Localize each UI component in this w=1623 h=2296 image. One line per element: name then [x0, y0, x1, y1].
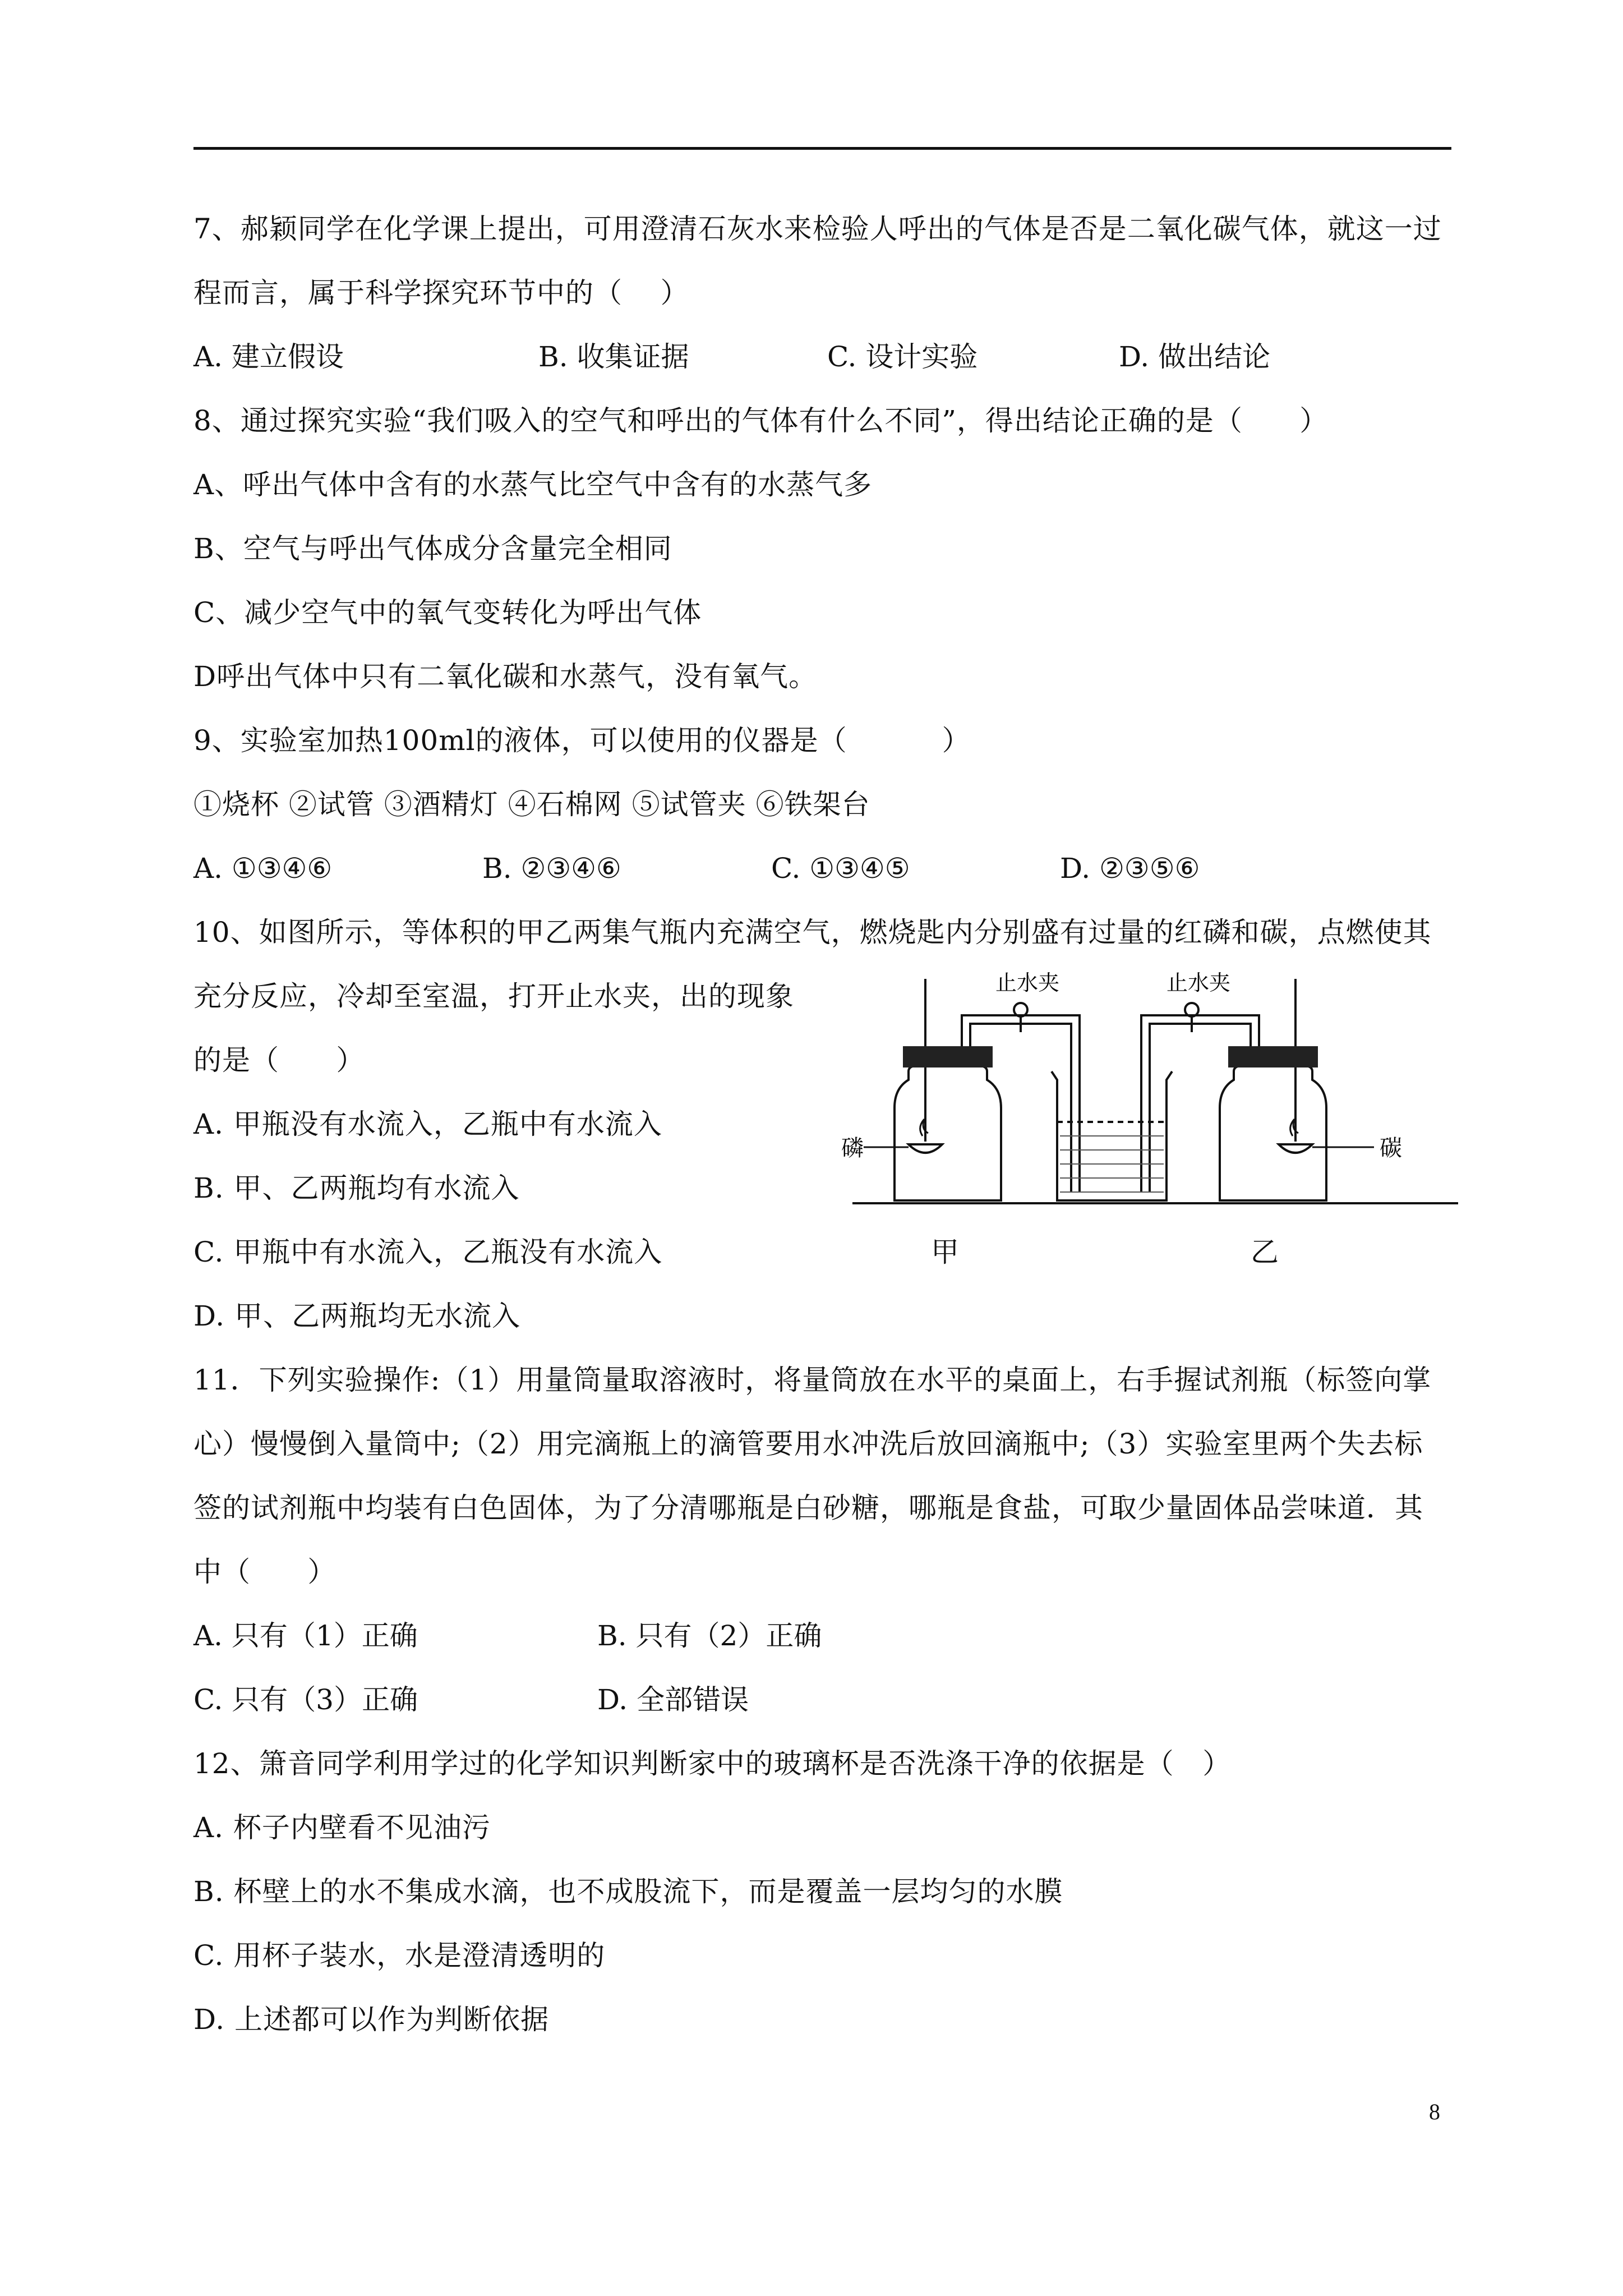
- q7-option-d: D. 做出结论: [1119, 341, 1271, 373]
- right-spoon-bowl: [1279, 1144, 1312, 1153]
- q12-stem: 12、箫音同学利用学过的化学知识判断家中的玻璃杯是否洗涤干净的依据是（ ）: [193, 1747, 1232, 1780]
- left-spoon-bowl: [909, 1144, 942, 1153]
- clamp-right-label: 止水夹: [1166, 970, 1231, 995]
- q12-option-d: D. 上述都可以作为判断依据: [193, 2003, 550, 2036]
- page-number: 8: [1429, 2099, 1440, 2124]
- q11-stem-line1: 11．下列实验操作:（1）用量筒量取溶液时，将量筒放在水平的桌面上，右手握试剂瓶（标签向掌: [193, 1364, 1432, 1396]
- q8-option-d: D呼出气体中只有二氧化碳和水蒸气，没有氧气。: [193, 660, 818, 693]
- q10-stem-line3: 的是（ ）: [193, 1044, 365, 1076]
- q7-stem-line1: 7、郝颖同学在化学课上提出，可用澄清石灰水来检验人呼出的气体是否是二氧化碳气体，就这一过: [193, 213, 1442, 245]
- q7-stem-line2: 程而言，属于科学探究环节中的（ ）: [193, 277, 689, 309]
- phosphorus-label: 磷: [841, 1135, 864, 1161]
- q11-option-d: D. 全部错误: [597, 1683, 749, 1716]
- apparatus-diagram: [841, 962, 1475, 1276]
- q9-option-a: A. ①③④⑥: [193, 852, 333, 885]
- q12-option-b: B. 杯壁上的水不集成水滴，也不成股流下，而是覆盖一层均匀的水膜: [193, 1875, 1063, 1908]
- q12-option-a: A. 杯子内壁看不见油污: [193, 1811, 491, 1844]
- q9-option-c: C. ①③④⑤: [771, 852, 910, 885]
- q10-stem-line1: 10、如图所示，等体积的甲乙两集气瓶内充满空气，燃烧匙内分别盛有过量的红磷和碳，点燃使其: [193, 916, 1432, 949]
- q7-option-b: B. 收集证据: [538, 341, 689, 373]
- q8-option-b: B、空气与呼出气体成分含量完全相同: [193, 532, 672, 565]
- q9-option-b: B. ②③④⑥: [482, 852, 621, 885]
- q9-items: ①烧杯 ②试管 ③酒精灯 ④石棉网 ⑤试管夹 ⑥铁架台: [193, 788, 870, 821]
- q8-option-a: A、呼出气体中含有的水蒸气比空气中含有的水蒸气多: [193, 468, 873, 501]
- q11-option-a: A. 只有（1）正确: [193, 1619, 418, 1652]
- q11-option-c: C. 只有（3）正确: [193, 1683, 418, 1716]
- q9-option-d: D. ②③⑤⑥: [1060, 852, 1200, 885]
- caption-jia: 甲: [931, 1236, 959, 1268]
- q10-option-d: D. 甲、乙两瓶均无水流入: [193, 1300, 521, 1332]
- caption-yi: 乙: [1251, 1236, 1279, 1268]
- q9-stem: 9、实验室加热100ml的液体，可以使用的仪器是（ ）: [193, 724, 971, 757]
- q10-option-c: C. 甲瓶中有水流入，乙瓶没有水流入: [193, 1236, 663, 1268]
- left-bottle: [895, 1066, 1001, 1200]
- q10-option-b: B. 甲、乙两瓶均有水流入: [193, 1172, 520, 1204]
- q12-option-c: C. 用杯子装水，水是澄清透明的: [193, 1939, 606, 1972]
- q11-stem-line4: 中（ ）: [193, 1556, 336, 1588]
- q8-option-c: C、减少空气中的氧气变转化为呼出气体: [193, 596, 702, 629]
- right-stopper: [1228, 1046, 1318, 1068]
- right-bottle: [1220, 1066, 1326, 1200]
- left-stopper: [903, 1046, 993, 1068]
- q11-option-b: B. 只有（2）正确: [597, 1619, 822, 1652]
- q11-stem-line3: 签的试剂瓶中均装有白色固体，为了分清哪瓶是白砂糖，哪瓶是食盐，可取少量固体品尝味道．其: [193, 1492, 1423, 1524]
- q7-option-c: C. 设计实验: [827, 341, 978, 373]
- q10-stem-line2: 充分反应，冷却至室温，打开止水夹，出的现象: [193, 980, 794, 1013]
- header-rule: [193, 147, 1451, 150]
- carbon-label: 碳: [1380, 1135, 1402, 1161]
- q8-stem: 8、通过探究实验“我们吸入的空气和呼出的气体有什么不同”，得出结论正确的是（ ）: [193, 404, 1329, 437]
- clamp-left-label: 止水夹: [995, 970, 1060, 995]
- q10-option-a: A. 甲瓶没有水流入，乙瓶中有水流入: [193, 1108, 662, 1140]
- q7-option-a: A. 建立假设: [193, 341, 344, 373]
- q11-stem-line2: 心）慢慢倒入量筒中;（2）用完滴瓶上的滴管要用水冲洗后放回滴瓶中;（3）实验室里两个失去标: [193, 1428, 1423, 1460]
